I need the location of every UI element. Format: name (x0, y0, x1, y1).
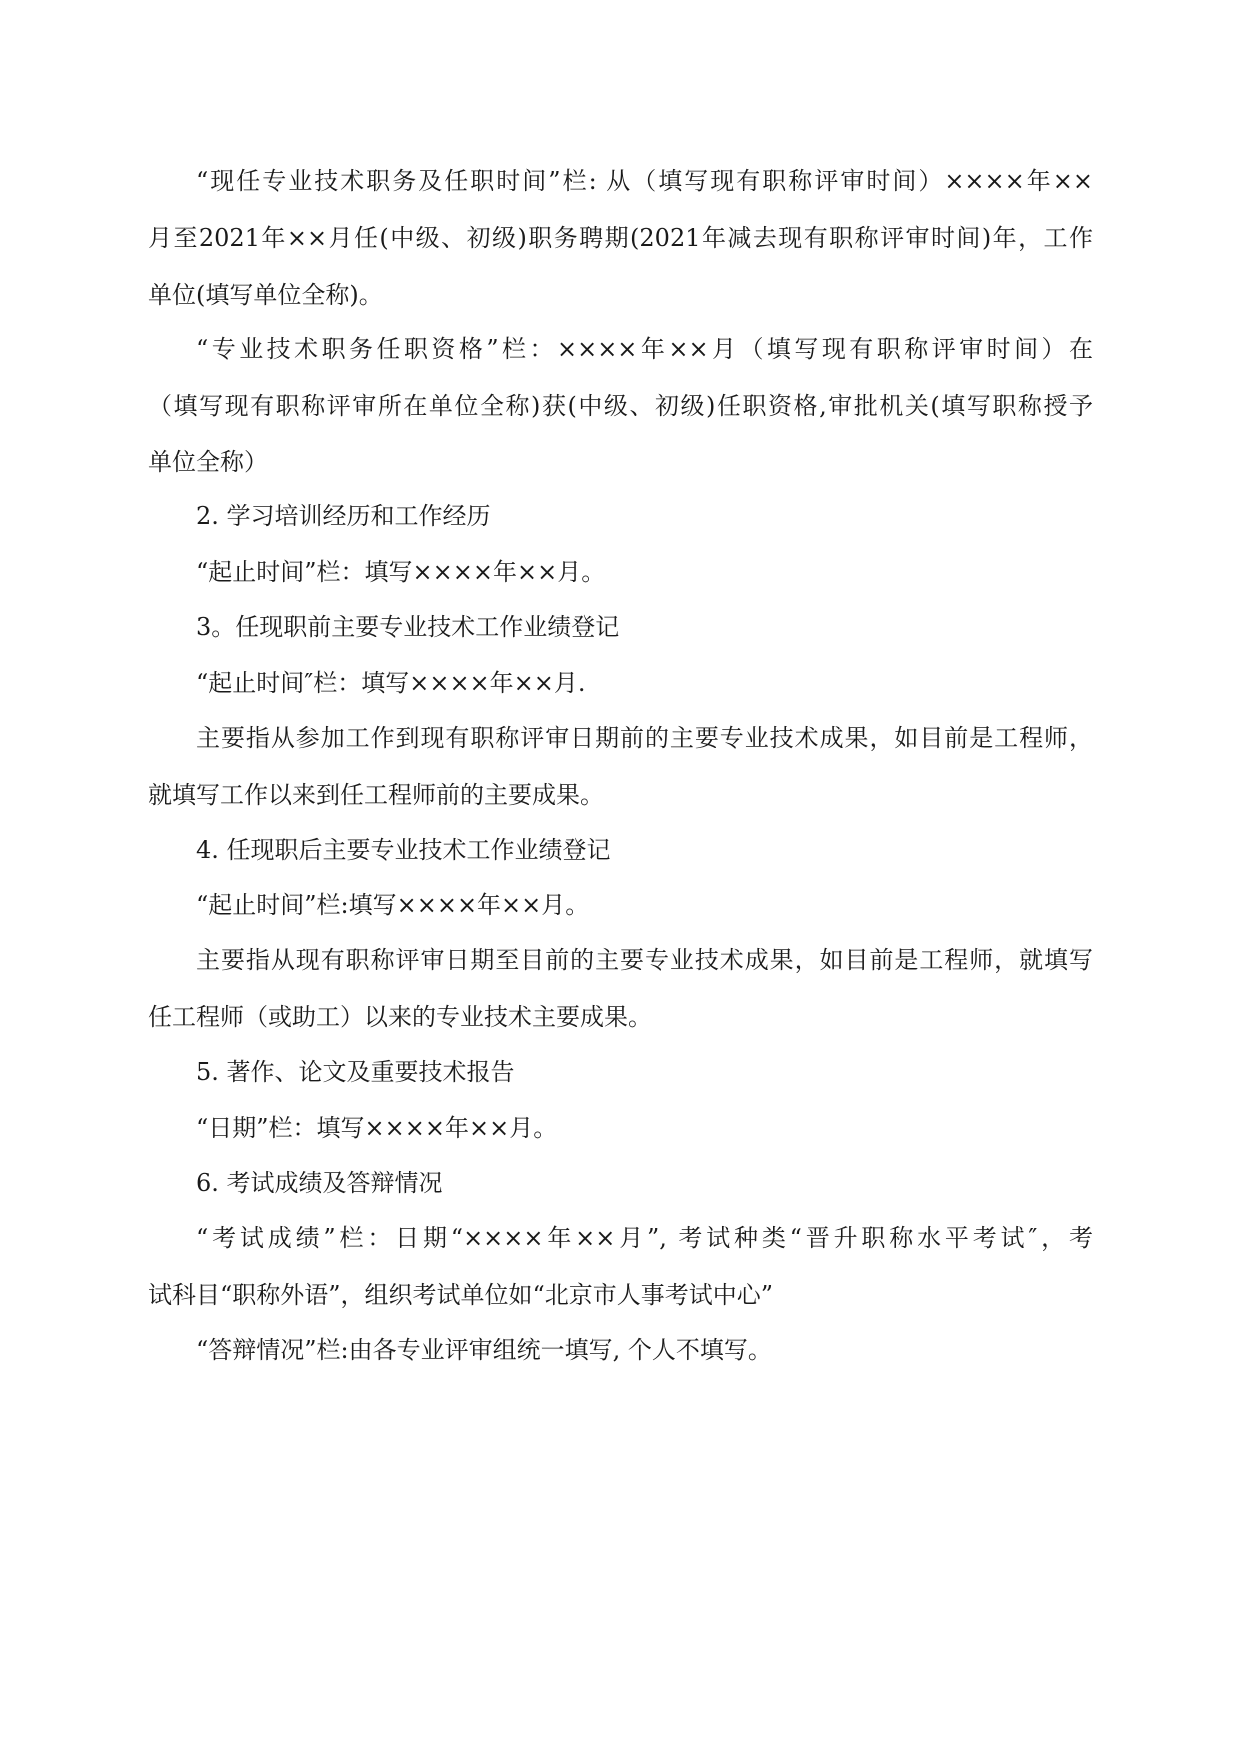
paragraph-line: “起止时间″栏：填写××××年××月. (196, 669, 586, 697)
paragraph-line: 单位(填写单位全称)。 (148, 281, 383, 309)
paragraph-line: （填写现有职称评审所在单位全称)获(中级、初级)任职资格,审批机关(填写职称授予 (148, 392, 1093, 420)
paragraph-line: “现任专业技术职务及任职时间”栏: 从（填写现有职称评审时间）××××年×× (196, 167, 1093, 195)
paragraph-line: “起止时间”栏：填写××××年××月。 (196, 558, 606, 586)
paragraph-line: “日期”栏：填写××××年××月。 (196, 1114, 558, 1142)
paragraph-line: “答辩情况”栏:由各专业评审组统一填写, 个人不填写。 (196, 1336, 772, 1364)
paragraph-line: “起止时间”栏:填写××××年××月。 (196, 891, 590, 919)
paragraph-line: 主要指从现有职称评审日期至目前的主要专业技术成果，如目前是工程师，就填写 (196, 946, 1093, 974)
paragraph-line: 月至2021年××月任(中级、初级)职务聘期(2021年减去现有职称评审时间)年，工作 (148, 224, 1093, 252)
paragraph-line: 主要指从参加工作到现有职称评审日期前的主要专业技术成果，如目前是工程师， (196, 724, 1093, 752)
section-heading: 6. 考试成绩及答辩情况 (196, 1169, 443, 1197)
section-heading: 3。任现职前主要专业技术工作业绩登记 (196, 613, 620, 641)
paragraph-line: 单位全称） (148, 448, 268, 476)
section-heading: 2. 学习培训经历和工作经历 (196, 502, 491, 530)
paragraph-line: 试科目“职称外语”，组织考试单位如“北京市人事考试中心” (148, 1281, 774, 1309)
paragraph-line: “考试成绩”栏：日期“××××年××月”, 考试种类“晋升职称水平考试″，考 (196, 1224, 1093, 1252)
section-heading: 4. 任现职后主要专业技术工作业绩登记 (196, 836, 611, 864)
section-heading: 5. 著作、论文及重要技术报告 (196, 1058, 515, 1086)
paragraph-line: 任工程师（或助工）以来的专业技术主要成果。 (148, 1003, 652, 1031)
paragraph-line: 就填写工作以来到任工程师前的主要成果。 (148, 781, 604, 809)
paragraph-line: “专业技术职务任职资格”栏：××××年××月（填写现有职称评审时间）在 (196, 335, 1093, 363)
